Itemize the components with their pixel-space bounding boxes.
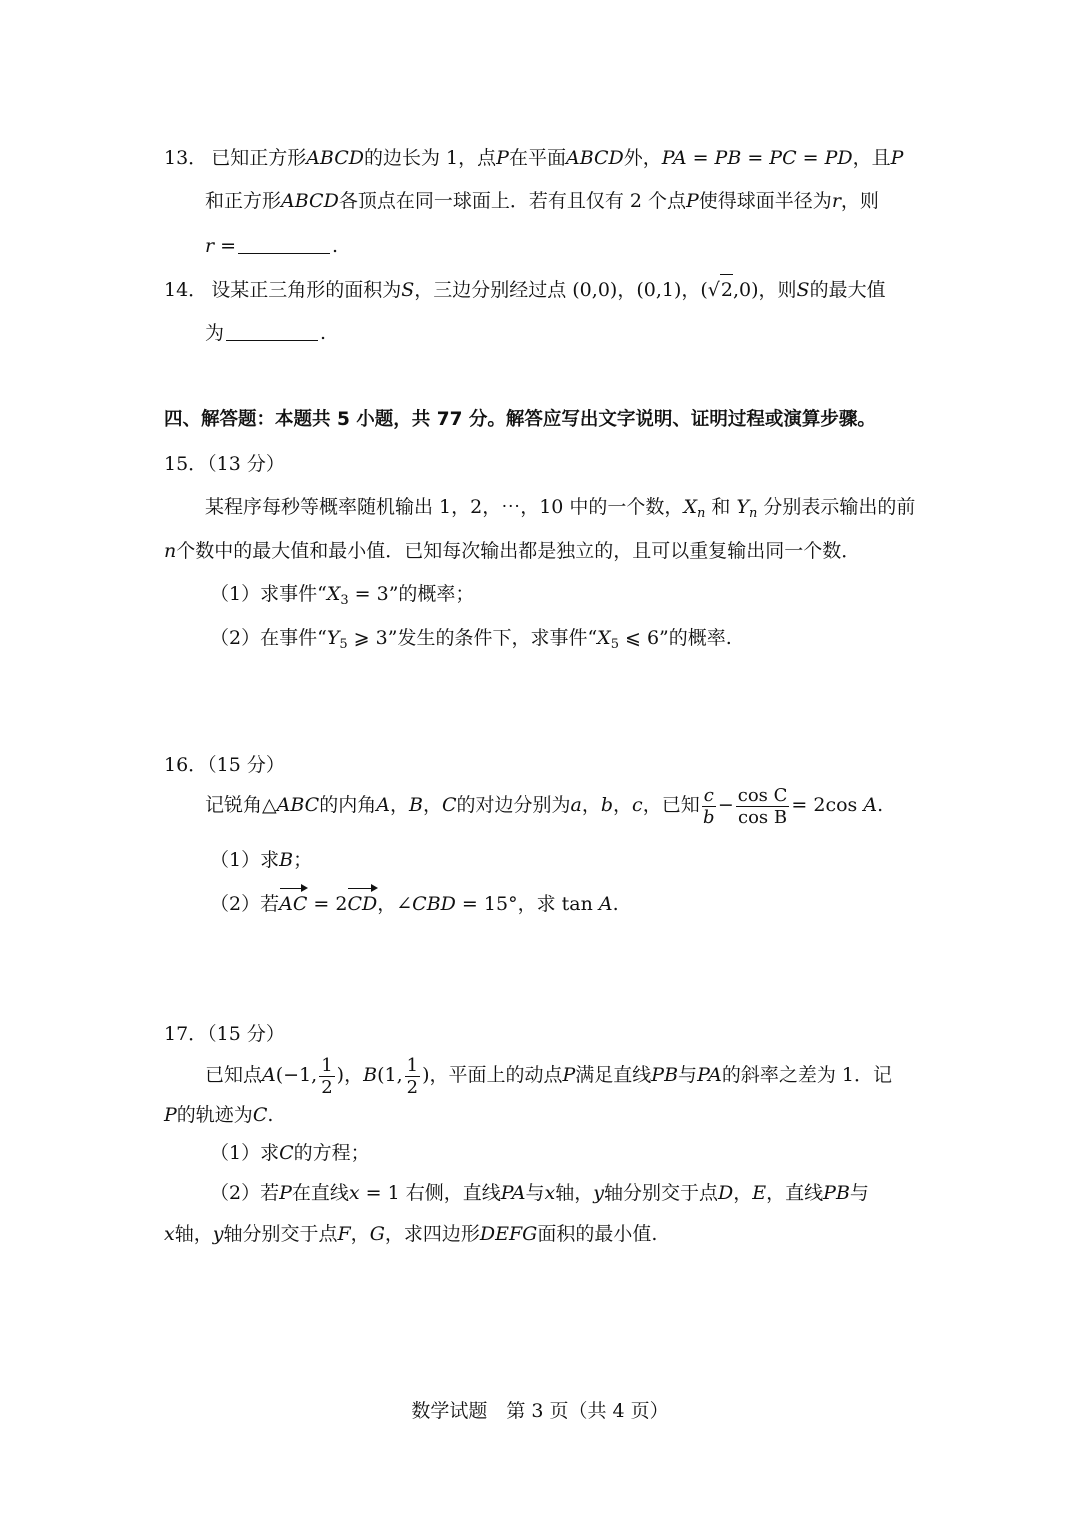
q17-text: 轴， (174, 1223, 213, 1245)
math-defg: DEFG (479, 1223, 538, 1245)
q14-text: 设某正三角形的面积为 (211, 279, 402, 301)
q15-number: 15．（13 分） (164, 453, 285, 475)
math-n: n (164, 540, 177, 562)
q14-text: ,0)，则 (732, 279, 797, 301)
q14-text: . (320, 322, 327, 344)
q17-number: 17．（15 分） (164, 1023, 285, 1045)
q13-text: ，则 (840, 190, 879, 212)
q14-line1 (164, 274, 886, 305)
q16-text: ， (422, 794, 442, 816)
page-footer: 数学试题 第 3 页（共 4 页） (411, 1400, 669, 1422)
math-s: S (796, 279, 810, 301)
q17-text: ，直线 (766, 1182, 824, 1204)
q16-text: . (612, 893, 619, 915)
q16-text: ，已知 (642, 794, 700, 816)
q13-text: 已知正方形 (211, 147, 307, 169)
math-a-upper: A (598, 893, 613, 915)
q13-text: 使得球面半径为 (698, 190, 832, 212)
math-f: F (337, 1223, 351, 1245)
q15-text: 分别表示输出的前 (757, 496, 916, 518)
q17-text: (1, (377, 1064, 403, 1086)
q14-text: 为 (205, 322, 225, 344)
q15-part2 (210, 623, 732, 653)
math-s: S (401, 279, 415, 301)
math-b-upper: B (363, 1064, 378, 1086)
q15-text: ⩾ 3”发生的条件下，求事件“ (347, 627, 598, 649)
q13-text: . (332, 235, 339, 257)
q15-line2 (164, 536, 860, 566)
math-abc: ABC (276, 794, 320, 816)
math-p: P (496, 147, 509, 169)
math-e: E (752, 1182, 767, 1204)
math-pb: PB (823, 1182, 850, 1204)
q17-text: 面积的最小值. (537, 1223, 658, 1245)
q15-line1 (205, 492, 915, 522)
q17-text: 轴， (555, 1182, 594, 1204)
fraction-one-half (319, 1055, 334, 1098)
math-p: P (686, 190, 699, 212)
math-a-upper: A (262, 1064, 276, 1086)
math-p: P (279, 1182, 292, 1204)
math-abcd: ABCD (565, 147, 624, 169)
frac-numerator: c (703, 784, 714, 806)
q17-text: 轴分别交于点 (223, 1223, 338, 1245)
math-x: x (544, 1182, 556, 1204)
q17-text: )，平面上的动点 (422, 1064, 563, 1086)
frac-denominator: b (703, 806, 715, 828)
q17-part2-line2 (164, 1219, 657, 1249)
math-sub: 3 (340, 593, 349, 608)
q13-text: 和正方形 (205, 190, 282, 212)
q16-text: . (877, 794, 884, 816)
math-x: X (597, 627, 611, 649)
q16-text: （1）求 (210, 849, 280, 871)
math-cbd: CBD (412, 893, 456, 915)
math-pa: PA (697, 1064, 722, 1086)
q13-text: 在平面 (508, 147, 566, 169)
math-pb: PB (651, 1064, 679, 1086)
q17-part2 (210, 1178, 869, 1208)
math-c-upper: C (279, 1142, 294, 1164)
math-y: y (593, 1182, 605, 1204)
q17-text: 与 (525, 1182, 545, 1204)
section4-heading: 四、解答题：本题共 5 小题，共 77 分。解答应写出文字说明、证明过程或演算步骤。 (164, 409, 876, 430)
math-sub: 5 (339, 637, 348, 652)
math-sub: n (696, 506, 706, 521)
q16-line1 (205, 783, 883, 828)
q14-text: 的最大值 (809, 279, 886, 301)
q15-part1 (210, 579, 474, 609)
minus-sign: − (717, 794, 734, 816)
q16-text: ， (581, 794, 601, 816)
frac-denominator: 2 (406, 1076, 419, 1098)
q17-text: 的轨迹为 (176, 1104, 253, 1126)
frac-numerator: 1 (321, 1054, 333, 1076)
math-abcd: ABCD (306, 147, 365, 169)
q17-text: ， (350, 1223, 370, 1245)
math-p: P (890, 147, 904, 169)
q16-text: （2）若 (210, 893, 280, 915)
vector-ac: AC (279, 889, 307, 919)
math-b-upper: B (279, 849, 294, 871)
q13-text: 外， (623, 147, 662, 169)
q17-text: ，求四边形 (384, 1223, 480, 1245)
q17-text: = 1 右侧，直线 (359, 1182, 501, 1204)
answer-blank (226, 322, 318, 341)
math-c-upper: C (252, 1104, 268, 1126)
fraction-one-half (405, 1055, 420, 1098)
q16-text: 的内角 (319, 794, 377, 816)
math-p: P (562, 1064, 576, 1086)
math-y: y (212, 1223, 224, 1245)
math-b-upper: B (408, 794, 423, 816)
answer-blank (238, 235, 330, 254)
math-a-upper: A (863, 794, 878, 816)
math-sub: 5 (610, 637, 619, 652)
q17-text: 的斜率之差为 1．记 (721, 1064, 892, 1086)
q17-text: 与 (678, 1064, 698, 1086)
q13-line2 (205, 186, 879, 216)
q17-text: 轴分别交于点 (604, 1182, 719, 1204)
q14-text: ，三边分别经过点 (0,0)，(0,1)，( (414, 279, 708, 301)
math-r-eq: r = (205, 235, 237, 257)
math-y: Y (326, 627, 340, 649)
math-x: X (683, 496, 697, 518)
q16-text: ， (613, 794, 633, 816)
q13-line1 (164, 143, 903, 173)
q16-number: 16．（15 分） (164, 754, 285, 776)
q16-part1 (210, 845, 312, 875)
q17-text: （2）若 (210, 1182, 280, 1204)
math-equal-lengths: PA = PB = PC = PD (661, 147, 853, 169)
frac-denominator: cos B (738, 806, 788, 828)
fraction-cosc-over-cosb (736, 785, 790, 828)
q15-text: = 3”的概率； (348, 583, 475, 605)
math-pa: PA (500, 1182, 526, 1204)
q13-text: 各顶点在同一球面上．若有且仅有 2 个点 (338, 190, 686, 212)
q17-text: 满足直线 (575, 1064, 652, 1086)
q16-text: 的对边分别为 (456, 794, 571, 816)
q15-text: ⩽ 6”的概率. (618, 627, 732, 649)
q15-text: （2）在事件“ (210, 627, 327, 649)
math-x: x (348, 1182, 360, 1204)
math-c: c (632, 794, 643, 816)
q15-text: （1）求事件“ (210, 583, 327, 605)
fraction-c-over-b (702, 785, 716, 828)
q13-line3 (205, 231, 338, 261)
math-y: Y (736, 496, 749, 518)
q13-number: 13． (164, 147, 208, 169)
math-x: X (326, 583, 341, 605)
math-b: b (600, 794, 614, 816)
vector-cd: CD (347, 889, 377, 919)
math-a: a (570, 794, 582, 816)
math-p: P (164, 1104, 177, 1126)
q17-text: ， (733, 1182, 753, 1204)
q14-number: 14． (164, 279, 208, 301)
q17-text: （1）求 (210, 1142, 280, 1164)
math-x: x (164, 1223, 175, 1245)
q13-text: 的边长为 1，点 (364, 147, 497, 169)
q17-text: 在直线 (291, 1182, 349, 1204)
q16-text: = 2 (307, 893, 348, 915)
q13-text: ，且 (852, 147, 891, 169)
q16-part2 (210, 889, 619, 919)
sqrt-radicand: 2 (720, 274, 733, 305)
q17-text: (−1, (275, 1064, 318, 1086)
q15-text: 个数中的最大值和最小值．已知每次输出都是独立的，且可以重复输出同一个数． (176, 540, 861, 562)
q17-text: )， (336, 1064, 364, 1086)
q16-text: ，∠ (377, 893, 413, 915)
q17-line1 (205, 1053, 892, 1098)
q15-text: 和 (705, 496, 737, 518)
frac-numerator: cos C (737, 784, 788, 806)
math-d: D (718, 1182, 734, 1204)
sqrt-sign: √ (707, 279, 720, 301)
q17-part1 (210, 1138, 370, 1168)
q17-text: 已知点 (205, 1064, 263, 1086)
q16-text: ； (293, 849, 313, 871)
math-g: G (369, 1223, 385, 1245)
math-abcd: ABCD (281, 190, 339, 212)
math-c-upper: C (441, 794, 457, 816)
q16-text: ， (389, 794, 409, 816)
q16-text: = 15°，求 tan (455, 893, 593, 915)
math-a-upper: A (376, 794, 390, 816)
frac-numerator: 1 (406, 1054, 419, 1076)
q14-line2 (205, 318, 326, 348)
math-r: r (831, 190, 841, 212)
q17-line2 (164, 1100, 273, 1130)
q17-text: 的方程； (293, 1142, 370, 1164)
frac-denominator: 2 (321, 1076, 333, 1098)
math-sub: n (748, 506, 758, 521)
q17-text: 与 (849, 1182, 869, 1204)
q17-text: . (267, 1104, 274, 1126)
q15-text: 某程序每秒等概率随机输出 1，2，⋯，10 中的一个数， (205, 496, 684, 518)
q16-text: = 2cos (791, 794, 858, 816)
q16-text: 记锐角△ (205, 794, 277, 816)
